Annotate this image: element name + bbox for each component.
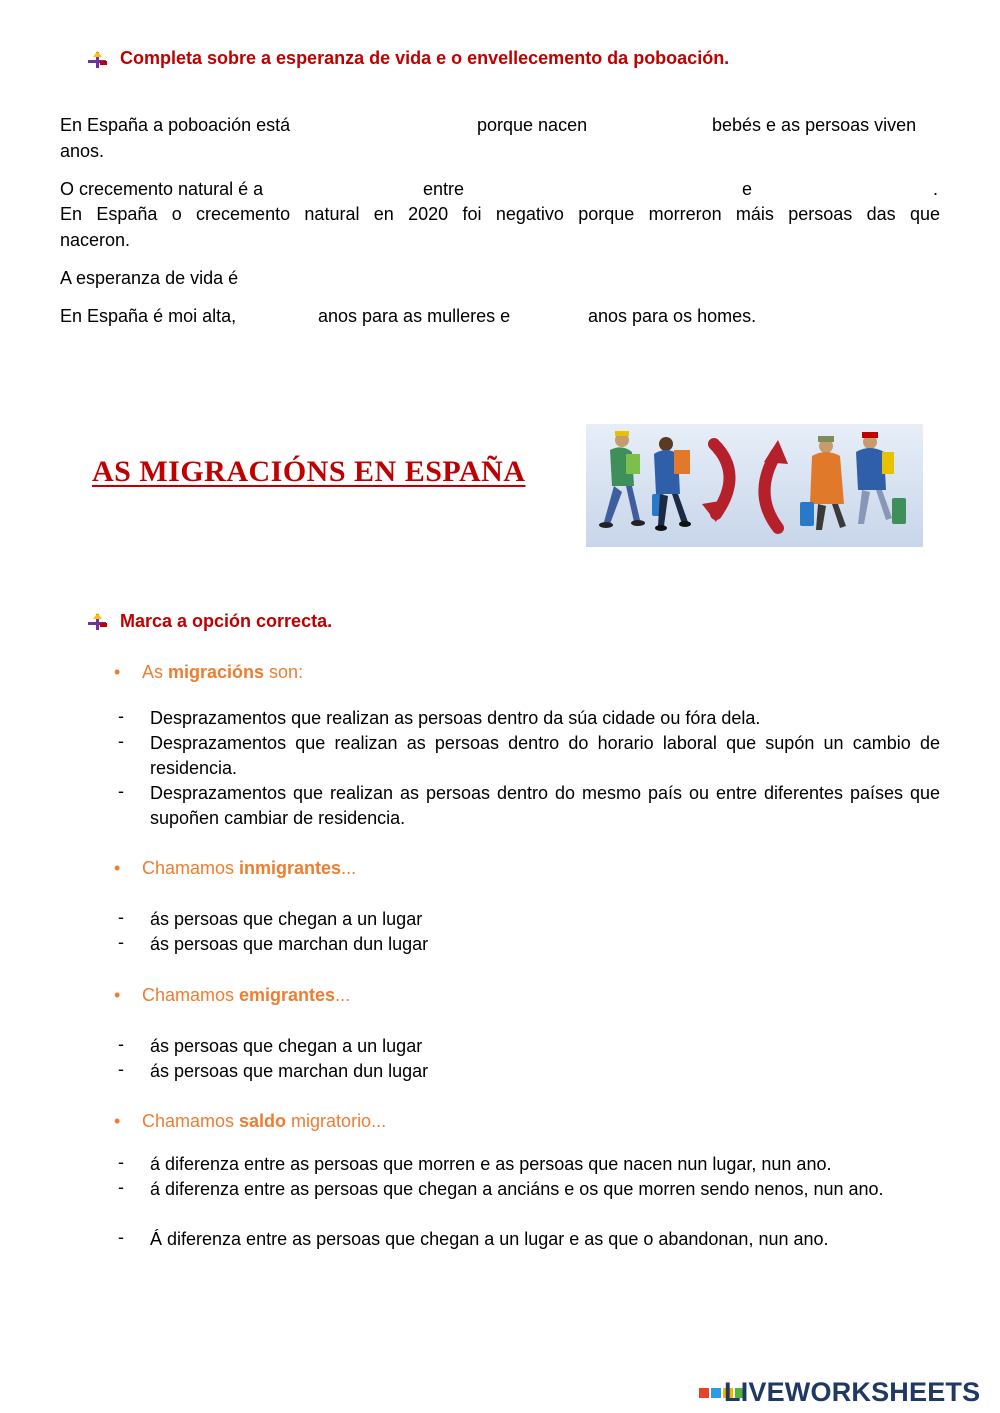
option-3-2[interactable]: - ás persoas que marchan dun lugar bbox=[118, 1059, 429, 1081]
option-4-1[interactable]: - á diferenza entre as persoas que morren e as persoas que nacen nun lugar, nun ano. bbox=[118, 1152, 832, 1174]
question-3: • Chamamos emigrantes... bbox=[114, 985, 351, 1005]
bullet-icon: • bbox=[114, 858, 121, 878]
p4-text-b: anos para as mulleres e bbox=[318, 306, 511, 326]
option-4-3[interactable]: - Á diferenza entre as persoas que chegan a un lugar e as que o abandonan, nun ano. bbox=[118, 1227, 829, 1249]
bullet-icon: • bbox=[114, 662, 121, 682]
question-2: • Chamamos inmigrantes... bbox=[114, 858, 357, 878]
p2-text-a: O crecemento natural é a bbox=[60, 179, 264, 199]
liveworksheets-logo bbox=[698, 1377, 980, 1408]
p2-text-c: e bbox=[742, 179, 753, 199]
question-4: • Chamamos saldo migratorio... bbox=[114, 1111, 387, 1131]
question-keyword: emigrantes bbox=[239, 985, 336, 1005]
section2-title: AS MIGRACIÓNS EN ESPAÑA bbox=[92, 455, 526, 488]
pin-icon bbox=[88, 51, 108, 69]
section2-instruction: Marca a opción correcta. bbox=[120, 611, 333, 631]
p2-text-e: En España o crecemento natural en 2020 foi negativo porque morreron máis persoas das que bbox=[60, 204, 940, 224]
p1-text-c: bebés e as persoas viven bbox=[712, 115, 917, 135]
option-2-1[interactable]: - ás persoas que chegan a un lugar bbox=[118, 907, 423, 929]
bullet-icon: • bbox=[114, 1111, 121, 1131]
question-keyword: migracións bbox=[168, 662, 265, 682]
option-1-2[interactable]: - Desprazamentos que realizan as persoas dentro do horario laboral que supón un cambio de residencia. bbox=[118, 731, 940, 778]
logo-squares-icon bbox=[698, 1387, 724, 1399]
question-keyword: saldo bbox=[239, 1111, 287, 1131]
p1-text-d: anos. bbox=[60, 141, 105, 161]
p1-text-a: En España a poboación está bbox=[60, 115, 291, 135]
option-1-3[interactable]: - Desprazamentos que realizan as persoas dentro do mesmo país ou entre diferentes países que supoñen cambiar de residencia. bbox=[118, 781, 940, 828]
section1-instruction: Completa sobre a esperanza de vida e o envellecemento da poboación. bbox=[120, 48, 730, 68]
migration-illustration bbox=[586, 424, 923, 547]
option-1-1[interactable]: - Desprazamentos que realizan as persoas dentro da súa cidade ou fóra dela. bbox=[118, 706, 761, 728]
question-keyword: inmigrantes bbox=[239, 858, 342, 878]
p2-text-b: entre bbox=[423, 179, 465, 199]
option-4-2[interactable]: - á diferenza entre as persoas que chegan a anciáns e os que morren sendo nenos, nun ano. bbox=[118, 1177, 884, 1199]
pin-icon bbox=[88, 613, 108, 631]
option-3-1[interactable]: - ás persoas que chegan a un lugar bbox=[118, 1034, 423, 1056]
bullet-icon: • bbox=[114, 985, 121, 1005]
p3-text: A esperanza de vida é bbox=[60, 268, 239, 288]
p4-text-c: anos para os homes. bbox=[588, 306, 757, 326]
p2-text-f: naceron. bbox=[60, 230, 131, 250]
p4-text-a: En España é moi alta, bbox=[60, 306, 237, 326]
option-2-2[interactable]: - ás persoas que marchan dun lugar bbox=[118, 932, 429, 954]
question-1: • As migracións son: bbox=[114, 662, 304, 682]
p2-text-d: . bbox=[933, 179, 939, 199]
p1-text-b: porque nacen bbox=[477, 115, 588, 135]
logo-text: LIVEWORKSHEETS bbox=[724, 1377, 981, 1407]
